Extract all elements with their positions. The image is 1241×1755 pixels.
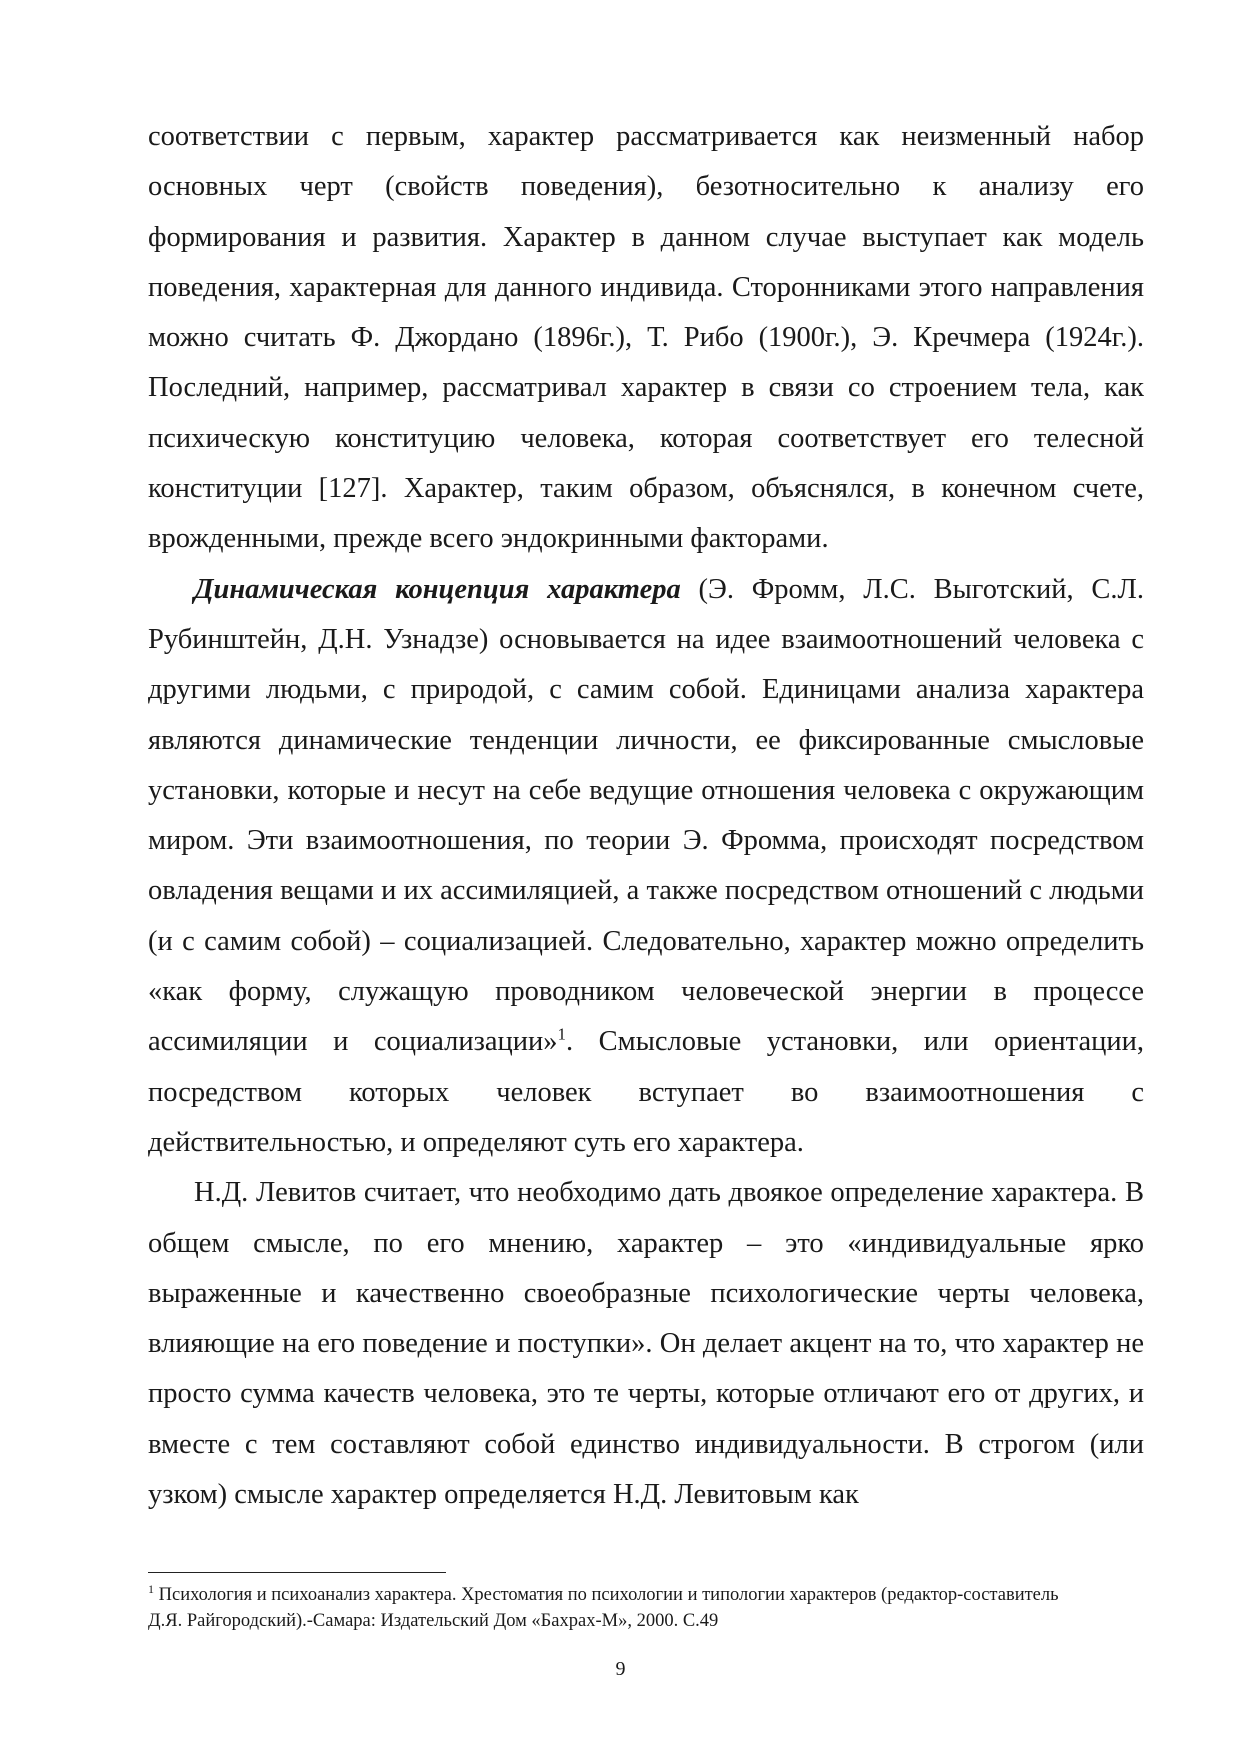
body-text bbox=[148, 112, 1144, 1520]
paragraph-3 bbox=[148, 1168, 1144, 1520]
footnote-separator bbox=[148, 1572, 446, 1573]
paragraph-2-text-after: . Смысловые установки, или ориентации, посредством которых человек вступает во взаимоотношения с действительностью, и определяют суть его характера. bbox=[148, 1026, 1144, 1158]
paragraph-1-text: соответствии с первым, характер рассматривается как неизменный набор основных черт (свойств поведения), безотносительно к анализу его формирования и развития. Характер в данном случае выступает как модель поведения, характерная для данного индивида. Сторонниками этого направления можно считать Ф. Джордано (1896г.), Т. Рибо (1900г.), Э. Кречмера (1924г.). Последний, например, рассматривал характер в связи со строением тела, как психическую конституцию человека, которая соответствует его телесной конституции [127]. Характер, таким образом, объяснялся, в конечном счете, врожденными, прежде всего эндокринными факторами. bbox=[148, 121, 1144, 555]
paragraph-2-text: (Э. Фромм, Л.С. Выготский, С.Л. Рубинштейн, Д.Н. Узнадзе) основывается на идее взаимоотношений человека с другими людьми, с природой, с самим собой. Единицами анализа характера являются динамические тенденции личности, ее фиксированные смысловые установки, которые и несут на себе ведущие отношения человека с окружающим миром. Эти взаимоотношения, по теории Э. Фромма, происходят посредством овладения вещами и их ассимиляцией, а также посредством отношений с людьми (и с самим собой) – социализацией. Следовательно, характер можно определить «как форму, служащую проводником человеческой энергии в процессе ассимиляции и социализации» bbox=[148, 573, 1144, 1058]
footnote bbox=[148, 1582, 1088, 1634]
paragraph-1 bbox=[148, 112, 1144, 565]
page-number: 9 bbox=[615, 1658, 626, 1680]
dynamic-concept-term: Динамическая концепция характера bbox=[194, 573, 681, 605]
paragraph-2 bbox=[148, 565, 1144, 1169]
footnote-marker: 1 bbox=[148, 1581, 154, 1596]
footnote-reference[interactable]: 1 bbox=[557, 1024, 567, 1044]
paragraph-3-text: Н.Д. Левитов считает, что необходимо дать двоякое определение характера. В общем смысле, по его мнению, характер – это «индивидуальные ярко выраженные и качественно своеобразные психологические черты человека, влияющие на его поведение и поступки». Он делает акцент на то, что характер не просто сумма качеств человека, это те черты, которые отличают его от других, и вместе с тем составляют собой единство индивидуальности. В строгом (или узком) смысле характер определяется Н.Д. Левитовым как bbox=[148, 1177, 1144, 1511]
footnote-text: Психология и психоанализ характера. Хрестоматия по психологии и типологии характеров (редактор-составитель Д.Я. Райгородский).-Самара: Издательский Дом «Бахрах-М», 2000. С.49 bbox=[148, 1585, 1059, 1631]
